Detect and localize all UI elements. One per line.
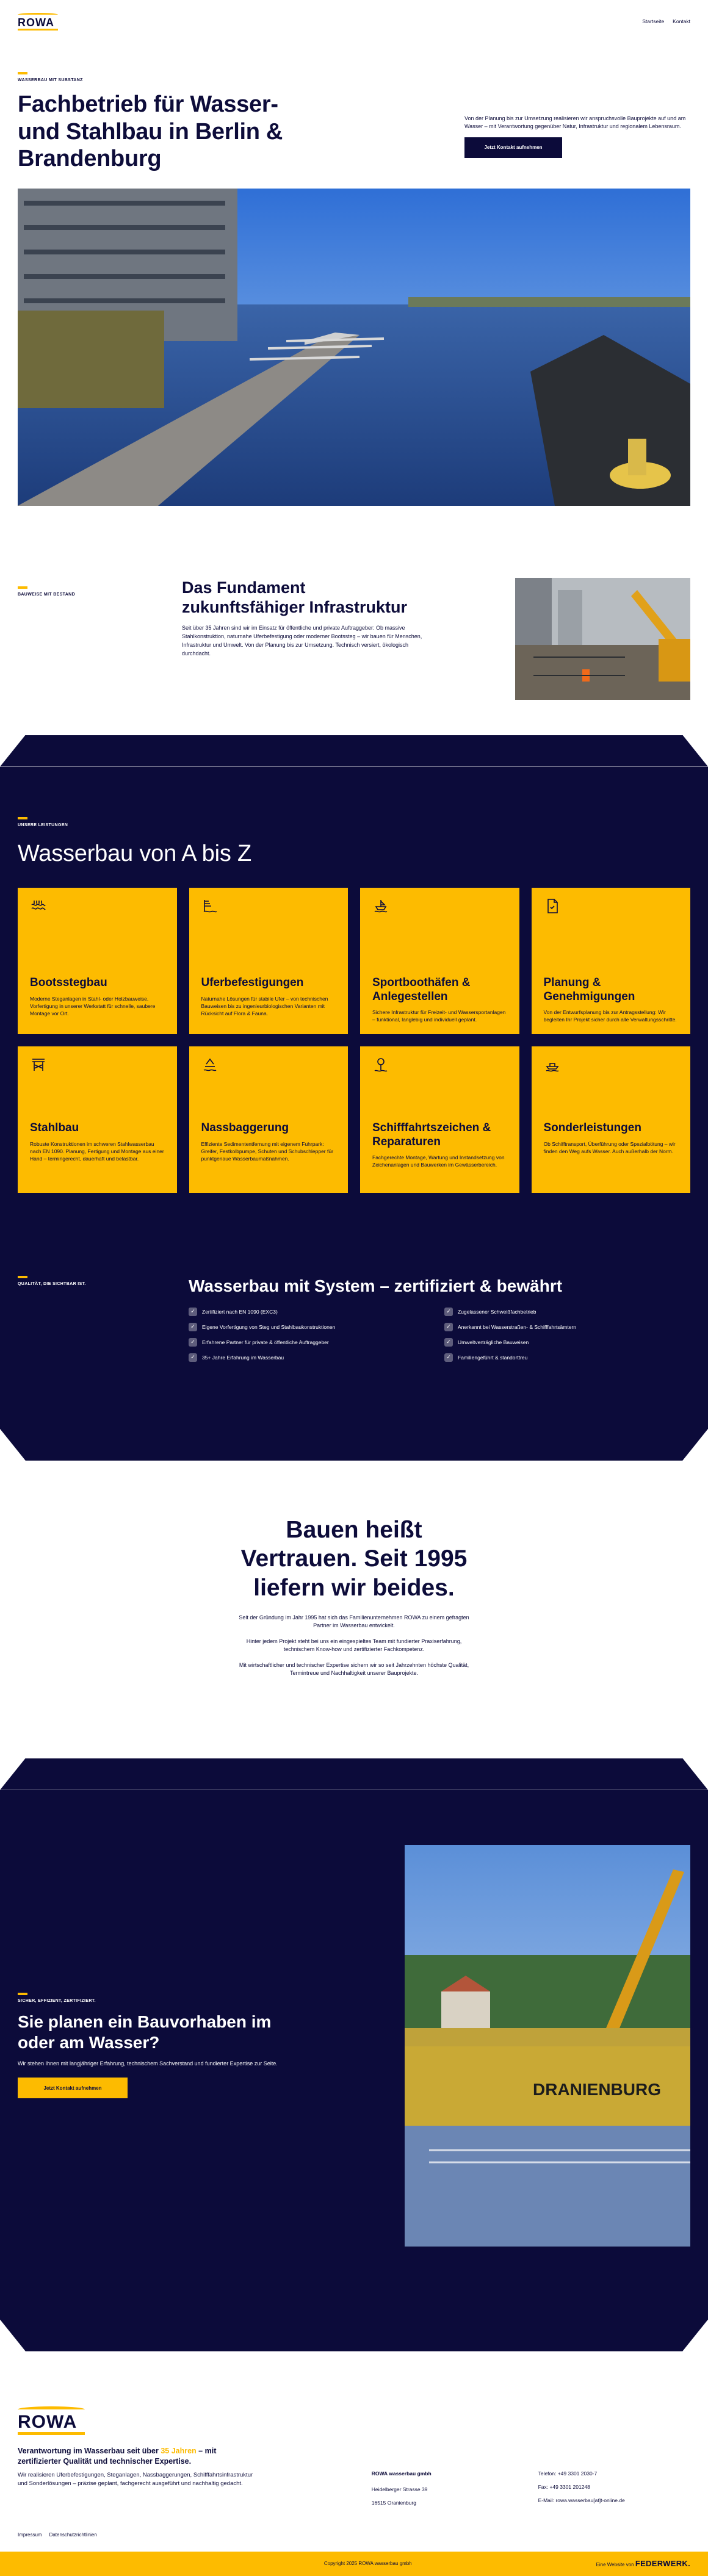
check-label: Zugelassener Schweißfachbetrieb bbox=[458, 1308, 536, 1315]
service-card[interactable] bbox=[18, 888, 177, 1034]
check-icon: ✓ bbox=[444, 1353, 453, 1362]
service-text: Sichere Infrastruktur für Freizeit- und Wassersportanlagen – funktional, langlebig und individuell geplant. bbox=[372, 1009, 506, 1023]
credit-prefix: Eine Website von bbox=[596, 2561, 634, 2567]
trust-paragraph: Hinter jedem Projekt steht bei uns ein eingespieltes Team mit fundierter Praxiserfahrung, technischem Know-how und zertifizierter Fachkompetenz. bbox=[246, 1638, 462, 1653]
privacy-link[interactable]: Datenschutzrichtlinien bbox=[49, 2531, 97, 2538]
logo-wordmark: ROWA bbox=[18, 16, 54, 29]
services-eyebrow: UNSERE LEISTUNGEN bbox=[18, 817, 690, 829]
fundament-title: Das Fundament zukunftsfähiger Infrastruktur bbox=[182, 578, 408, 616]
rowa-logo[interactable] bbox=[18, 13, 58, 31]
hero-section bbox=[0, 43, 708, 506]
document-permit-icon bbox=[544, 898, 561, 915]
check-item bbox=[444, 1338, 690, 1347]
footer-tagline bbox=[18, 2446, 256, 2467]
service-title: Stahlbau bbox=[30, 1121, 79, 1135]
check-icon: ✓ bbox=[189, 1353, 197, 1362]
check-label: Familiengeführt & standorttreu bbox=[458, 1354, 528, 1361]
check-label: Eigene Vorfertigung von Steg und Stahlbaukonstruktionen bbox=[202, 1323, 336, 1330]
footer-contact bbox=[538, 2406, 690, 2513]
quality-section bbox=[0, 1226, 708, 1429]
logo-underline bbox=[18, 2432, 85, 2435]
service-card[interactable] bbox=[532, 888, 691, 1034]
waves-icon bbox=[30, 898, 47, 915]
logo-underline bbox=[18, 29, 58, 31]
nav-link-kontakt[interactable]: Kontakt bbox=[673, 18, 690, 24]
contact-fax: Fax: +49 3301 201248 bbox=[538, 2483, 590, 2490]
legal-links bbox=[0, 2531, 708, 2552]
check-label: 35+ Jahre Erfahrung im Wasserbau bbox=[202, 1354, 284, 1361]
check-item bbox=[189, 1353, 435, 1362]
service-text: Von der Entwurfsplanung bis zur Antragsstellung: Wir begleiten Ihr Projekt sicher durch alle Verwaltungsschritte. bbox=[543, 1009, 677, 1023]
quality-eyebrow: QUALITÄT, DIE SICHTBAR IST. bbox=[18, 1276, 189, 1287]
trust-paragraph: Mit wirtschaftlicher und technischer Expertise sichern wir so seit Jahrzehnten höchste Qualität, Termintreue und Nachhaltigkeit unserer Bauprojekte. bbox=[239, 1661, 469, 1677]
navigation-sign-icon bbox=[372, 1056, 389, 1073]
hero-image-marina bbox=[18, 189, 690, 506]
hero-title: Fachbetrieb für Wasser- und Stahlbau in Berlin & Brandenburg bbox=[18, 92, 283, 172]
service-title: Schifffahrtszeichen & Reparaturen bbox=[372, 1121, 491, 1148]
dredging-icon bbox=[201, 1056, 219, 1073]
check-icon: ✓ bbox=[189, 1308, 197, 1316]
check-icon: ✓ bbox=[444, 1323, 453, 1331]
fundament-section bbox=[0, 506, 708, 735]
check-label: Umweltverträgliche Bauweisen bbox=[458, 1339, 529, 1345]
service-text: Fachgerechte Montage, Wartung und Instandsetzung von Zeichenanlagen und Bauwerken im Gewässerbereich. bbox=[372, 1154, 505, 1168]
address-city: 16515 Oranienburg bbox=[371, 2500, 417, 2506]
cta-title: Sie planen ein Bauvorhaben im oder am Wasser? bbox=[18, 2012, 272, 2053]
service-title: Nassbaggerung bbox=[201, 1121, 289, 1135]
navy-band-bottom-edge bbox=[0, 1429, 708, 1461]
contact-email[interactable]: E-Mail: rowa.wasserbau[at]t-online.de bbox=[538, 2497, 625, 2504]
navy-band-bottom-edge bbox=[0, 2320, 708, 2351]
trust-paragraph: Seit der Gründung im Jahr 1995 hat sich das Familienunternehmen ROWA zu einem gefragten Partner im Wasserbau entwickelt. bbox=[239, 1614, 469, 1629]
boat-harbor-icon bbox=[372, 898, 389, 915]
tagline-part: – mit zertifizierter Qualität und technischer Expertise. bbox=[18, 2446, 217, 2466]
check-icon: ✓ bbox=[189, 1338, 197, 1347]
check-label: Erfahrene Partner für private & öffentliche Auftraggeber bbox=[202, 1339, 329, 1345]
site-credit[interactable] bbox=[596, 2558, 691, 2570]
service-title: Uferbefestigungen bbox=[201, 976, 304, 990]
footer-text: Wir realisieren Uferbefestigungen, Steganlagen, Nassbaggerungen, Schifffahrtsinfrastruktur und Sonderlösungen – präzise geplant, fachgerecht ausgeführt und nachhaltig gedacht. bbox=[18, 2472, 253, 2488]
tagline-part: Verantwortung im Wasserbau seit über bbox=[18, 2446, 161, 2455]
footer-logo[interactable] bbox=[18, 2406, 85, 2435]
tagline-years: 35 Jahren bbox=[161, 2446, 197, 2455]
federwerk-logo: FEDERWERK. bbox=[635, 2558, 690, 2568]
check-item bbox=[444, 1323, 690, 1331]
service-card[interactable] bbox=[360, 888, 519, 1034]
service-title: Bootsstegbau bbox=[30, 976, 107, 990]
fundament-eyebrow: BAUWEISE MIT BESTAND bbox=[18, 586, 170, 598]
check-item bbox=[444, 1308, 690, 1316]
bottom-bar bbox=[0, 2552, 708, 2576]
hero-eyebrow: WASSERBAU MIT SUBSTANZ bbox=[18, 72, 305, 84]
check-icon: ✓ bbox=[189, 1323, 197, 1331]
check-icon: ✓ bbox=[444, 1308, 453, 1316]
service-card[interactable] bbox=[18, 1046, 177, 1193]
service-text: Naturnahe Lösungen für stabile Ufer – von technischen Bauweisen bis zu ingenieurbiologischen Varianten mit Rücksicht auf Flora & Fauna. bbox=[201, 995, 328, 1017]
check-icon: ✓ bbox=[444, 1338, 453, 1347]
site-footer bbox=[0, 2351, 708, 2576]
contact-phone[interactable]: Telefon: +49 3301 2030-7 bbox=[538, 2470, 598, 2477]
hero-text: Von der Planung bis zur Umsetzung realisieren wir anspruchsvolle Bauprojekte auf und am Wasser – mit Verantwortung gegenüber Natur, Infrastruktur und regionalem Lebensraum. bbox=[464, 115, 686, 129]
service-card[interactable] bbox=[189, 888, 349, 1034]
service-text: Effiziente Sedimententfernung mit eigenem Fuhrpark: Greifer, Festkolbpumpe, Schuten und Schubschlepper für punktgenaue Wasserbaumaßnahmen. bbox=[201, 1140, 333, 1162]
service-title: Sonderleistungen bbox=[543, 1121, 641, 1135]
check-item bbox=[189, 1323, 435, 1331]
address-street: Heidelberger Strasse 39 bbox=[371, 2486, 428, 2492]
service-card[interactable] bbox=[189, 1046, 349, 1193]
trust-title: Bauen heißt Vertrauen. Seit 1995 liefern wir beides. bbox=[240, 1516, 468, 1602]
navy-band-top-edge bbox=[0, 1758, 708, 1790]
service-card[interactable] bbox=[360, 1046, 519, 1193]
company-name: ROWA wasserbau gmbh bbox=[371, 2470, 432, 2477]
check-item bbox=[189, 1338, 435, 1347]
quality-checklist bbox=[189, 1308, 690, 1362]
copyright-text: Copyright 2025 ROWA wasserbau gmbh bbox=[323, 2561, 412, 2567]
service-title: Planung & Genehmigungen bbox=[543, 976, 635, 1003]
service-title: Sportboothäfen & Anlegestellen bbox=[372, 976, 471, 1003]
cta-section bbox=[0, 1790, 708, 2320]
ship-name-label: DRANIENBURG bbox=[533, 2079, 661, 2099]
logo-wordmark: ROWA bbox=[18, 2411, 78, 2432]
check-label: Anerkannt bei Wasserstraßen- & Schifffahrtsämtern bbox=[458, 1323, 577, 1330]
quality-title: Wasserbau mit System – zertifiziert & bewährt bbox=[189, 1276, 563, 1295]
services-title: Wasserbau von A bis Z bbox=[18, 840, 252, 866]
cta-eyebrow: SICHER, EFFIZIENT, ZERTIFIZIERT. bbox=[18, 1993, 280, 2004]
shore-reinforcement-icon bbox=[201, 898, 219, 915]
service-card[interactable] bbox=[532, 1046, 691, 1193]
trust-section bbox=[0, 1461, 708, 1758]
navy-band-top-edge bbox=[0, 735, 708, 767]
service-text: Moderne Steganlagen in Stahl- oder Holzbauweise. Vorfertigung in unserer Werkstatt für schnelle, saubere Montage vor Ort. bbox=[30, 995, 156, 1017]
construction-site-image bbox=[515, 578, 690, 700]
site-header bbox=[0, 0, 708, 43]
service-text: Ob Schifftransport, Überführung oder Spezialbötung – wir finden den Weg aufs Wasser. Auch außerhalb der Norm. bbox=[543, 1140, 676, 1154]
dredger-ship-image bbox=[405, 1845, 690, 2247]
imprint-link[interactable]: Impressum bbox=[18, 2531, 42, 2538]
footer-address bbox=[372, 2406, 538, 2513]
steel-structure-icon bbox=[30, 1056, 47, 1073]
cta-text: Wir stehen Ihnen mit langjähriger Erfahrung, technischem Sachverstand und fundierter Expertise zur Seite. bbox=[18, 2060, 278, 2067]
services-section bbox=[0, 767, 708, 1226]
service-text: Robuste Konstruktionen im schweren Stahlwasserbau nach EN 1090. Planung, Fertigung und Montage aus einer Hand – termingerecht, dauerhaft und belastbar. bbox=[30, 1140, 164, 1162]
services-grid bbox=[18, 888, 690, 1193]
check-label: Zertifiziert nach EN 1090 (EXC3) bbox=[202, 1308, 278, 1315]
nav-link-startseite[interactable]: Startseite bbox=[642, 18, 665, 24]
main-nav bbox=[642, 18, 690, 25]
check-item bbox=[189, 1308, 435, 1316]
fundament-text: Seit über 35 Jahren sind wir im Einsatz für öffentliche und private Auftraggeber: Ob massive Stahlkonstruktion, naturnahe Uferbefestigung oder moderner Bootssteg – wir bauen für Menschen, Infrastruktur und Umwelt. Von der Planung bis zur Umsetzung. Technisch versiert, ökologisch durchdacht. bbox=[182, 625, 422, 657]
hero-contact-button[interactable]: Jetzt Kontakt aufnehmen bbox=[464, 137, 562, 158]
logo-swoosh bbox=[18, 13, 58, 16]
cta-contact-button[interactable]: Jetzt Kontakt aufnehmen bbox=[18, 2078, 128, 2098]
special-boat-icon bbox=[544, 1056, 561, 1073]
check-item bbox=[444, 1353, 690, 1362]
